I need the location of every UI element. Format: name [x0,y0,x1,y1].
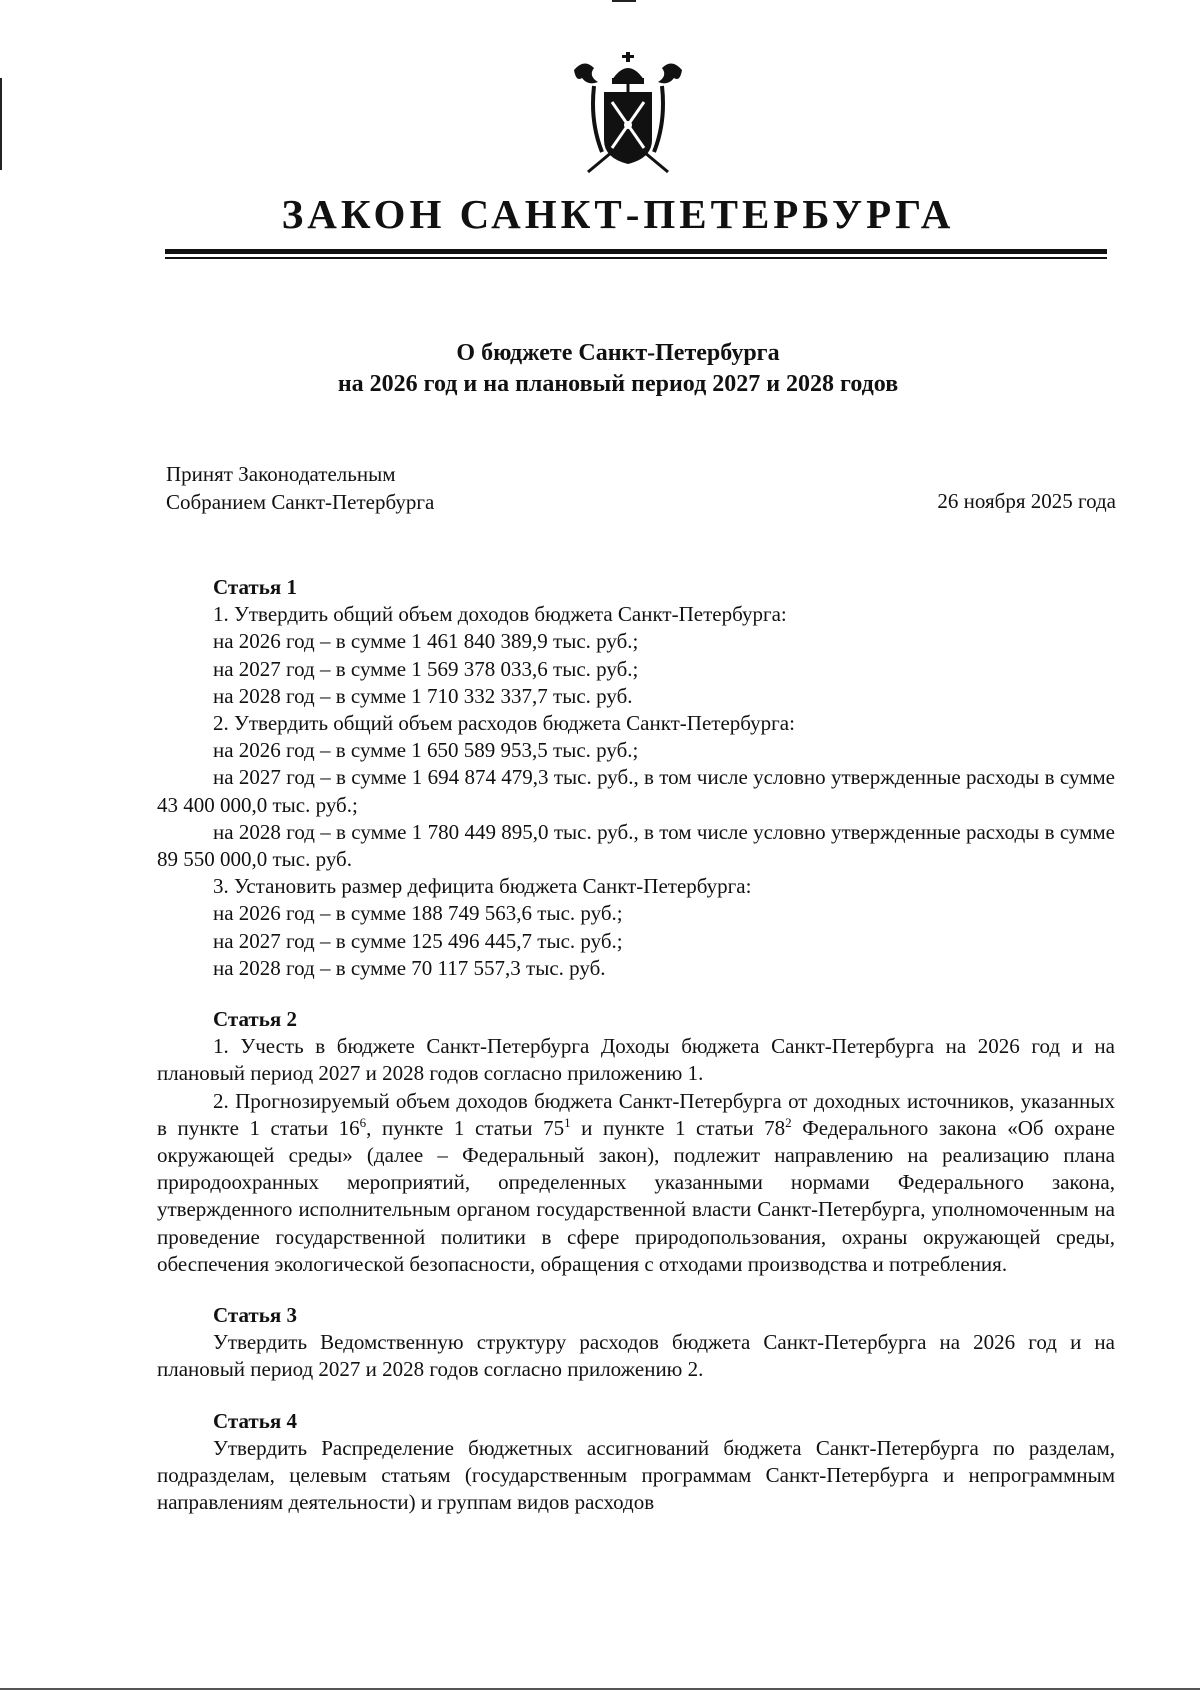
article-2-heading: Статья 2 [213,1007,297,1032]
article-2-p2-part-d: Федерального закона «Об охране окружающей среды» (далее – Федеральный закон), подлежит направлению на реализацию плана природоохранных мероприятий, определенных указанными нормами Федерального закона, утвержденного исполнительным органом государственной власти Санкт-Петербурга, уполномоченным на проведение государственной политики в сфере природопользования, охраны окружающей среды, обеспечения экологической безопасности, обращения с отходами производства и потребления. [157,1115,1115,1276]
article-1-p2: 2. Утвердить общий объем расходов бюджета Санкт-Петербурга: [213,711,795,736]
title-rule-thin [165,257,1107,259]
law-title: ЗАКОН САНКТ-ПЕТЕРБУРГА [281,191,955,237]
law-body [157,574,1115,1517]
article-4-p1: Утвердить Распределение бюджетных ассигнований бюджета Санкт-Петербурга по разделам, подразделам, целевым статьям (государственным программам Санкт-Петербурга и непрограммным направлениям деятельности) и группам видов расходов [157,1435,1115,1515]
title-rule-thick [165,249,1107,254]
article-1-income-2027: на 2027 год – в сумме 1 569 378 033,6 тыс. руб.; [213,656,639,681]
coat-of-arms-emblem [568,52,688,176]
article-3-p1: Утвердить Ведомственную структуру расходов бюджета Санкт-Петербурга на 2026 год и на плановый период 2027 и 2028 годов согласно приложению 2. [157,1330,1115,1382]
article-1-p1: 1. Утвердить общий объем доходов бюджета Санкт-Петербурга: [213,602,787,627]
article-1-expense-2026: на 2026 год – в сумме 1 650 589 953,5 тыс. руб.; [213,738,639,763]
article-2-p2-part-b: , пункте 1 статьи 75 [366,1115,565,1140]
article-3-heading: Статья 3 [213,1303,297,1328]
article-1-deficit-2028: на 2028 год – в сумме 70 117 557,3 тыс. руб. [213,955,606,980]
article-1-deficit-2026: на 2026 год – в сумме 188 749 563,6 тыс. руб.; [213,901,623,926]
scan-mark-left [0,78,2,170]
article-4-heading: Статья 4 [213,1408,297,1433]
article-1-heading: Статья 1 [213,575,297,599]
article-1-income-2026: на 2026 год – в сумме 1 461 840 389,9 тыс. руб.; [213,629,639,654]
adoption-statement [166,460,434,516]
law-subtitle [0,338,1200,400]
scan-mark-top [612,0,636,2]
article-2-p2-part-a: 2. Прогнозируемый объем доходов бюджета Санкт-Петербурга от доходных источников, указанных в пункте 1 статьи 16 [157,1088,1115,1140]
adoption-line-2: Собранием Санкт-Петербурга [166,490,435,514]
subtitle-line-2: на 2026 год и на плановый период 2027 и 2028 годов [337,371,899,397]
adoption-date: 26 ноября 2025 года [937,489,1116,513]
article-2-p2 [157,1088,1115,1278]
scan-mark-bottom [0,1688,1200,1690]
subtitle-line-1: О бюджете Санкт-Петербурга [456,340,780,366]
adoption-line-1: Принят Законодательным [166,462,396,486]
article-1-income-2028: на 2028 год – в сумме 1 710 332 337,7 тыс. руб. [213,683,633,708]
article-1-expense-2027: на 2027 год – в сумме 1 694 874 479,3 тыс. руб., в том числе условно утвержденные расходы в сумме 43 400 000,0 тыс. руб.; [157,765,1115,817]
article-2-p1: 1. Учесть в бюджете Санкт-Петербурга Доходы бюджета Санкт-Петербурга на 2026 год и на плановый период 2027 и 2028 годов согласно приложению 1. [157,1034,1115,1086]
superscript-3: 2 [785,1114,792,1130]
superscript-1: 6 [359,1114,367,1130]
article-2-p2-part-c: и пункте 1 статьи 78 [570,1115,786,1140]
superscript-2: 1 [564,1114,571,1130]
article-1-expense-2028: на 2028 год – в сумме 1 780 449 895,0 тыс. руб., в том числе условно утвержденные расходы в сумме 89 550 000,0 тыс. руб. [157,819,1115,872]
article-1-deficit-2027: на 2027 год – в сумме 125 496 445,7 тыс. руб.; [213,928,623,953]
article-1-p3: 3. Установить размер дефицита бюджета Санкт-Петербурга: [213,874,752,899]
